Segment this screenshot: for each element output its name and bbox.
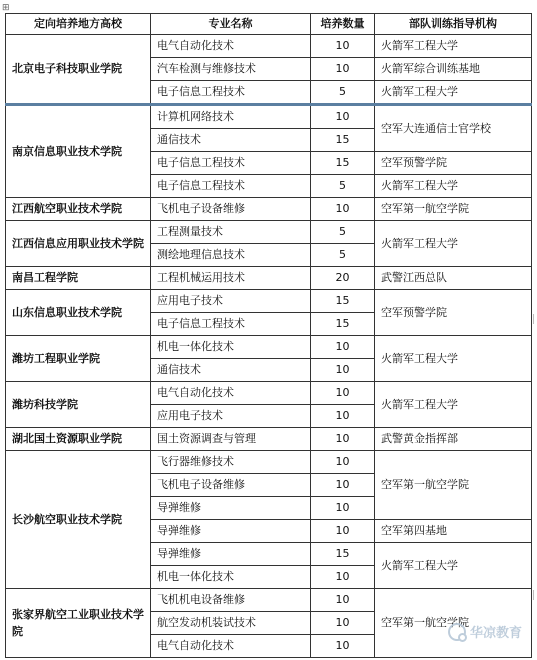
school-name: 潍坊工程职业学院 — [6, 336, 151, 382]
organization: 火箭军工程大学 — [375, 543, 532, 589]
major-name: 电子信息工程技术 — [151, 175, 311, 198]
quantity: 15 — [311, 129, 375, 152]
school-name: 北京电子科技职业学院 — [6, 35, 151, 105]
quantity: 10 — [311, 589, 375, 612]
quantity: 10 — [311, 359, 375, 382]
quantity: 10 — [311, 35, 375, 58]
major-name: 飞机电子设备维修 — [151, 474, 311, 497]
quantity: 20 — [311, 267, 375, 290]
major-name: 导弹维修 — [151, 497, 311, 520]
organization: 火箭军工程大学 — [375, 175, 532, 198]
quantity: 15 — [311, 152, 375, 175]
quantity: 10 — [311, 405, 375, 428]
organization: 空军第一航空学院 — [375, 589, 532, 658]
quantity: 5 — [311, 175, 375, 198]
quantity: 10 — [311, 58, 375, 81]
major-name: 飞机电子设备维修 — [151, 198, 311, 221]
major-name: 电子信息工程技术 — [151, 313, 311, 336]
resize-handle[interactable] — [533, 314, 534, 324]
table-row — [6, 35, 532, 58]
major-name: 电子信息工程技术 — [151, 81, 311, 105]
major-name: 飞机机电设备维修 — [151, 589, 311, 612]
quantity: 10 — [311, 336, 375, 359]
major-name: 机电一体化技术 — [151, 566, 311, 589]
major-name: 测绘地理信息技术 — [151, 244, 311, 267]
organization: 火箭军工程大学 — [375, 382, 532, 428]
major-name: 应用电子技术 — [151, 405, 311, 428]
major-name: 工程机械运用技术 — [151, 267, 311, 290]
major-name: 应用电子技术 — [151, 290, 311, 313]
organization: 空军大连通信士官学校 — [375, 105, 532, 152]
school-name: 湖北国土资源职业学院 — [6, 428, 151, 451]
table-row — [6, 267, 532, 290]
major-name: 电子信息工程技术 — [151, 152, 311, 175]
organization: 火箭军工程大学 — [375, 221, 532, 267]
header-school: 定向培养地方高校 — [6, 14, 151, 35]
header-major: 专业名称 — [151, 14, 311, 35]
resize-handle[interactable] — [533, 590, 534, 600]
quantity: 10 — [311, 382, 375, 405]
quantity: 10 — [311, 520, 375, 543]
major-name: 电气自动化技术 — [151, 35, 311, 58]
major-name: 工程测量技术 — [151, 221, 311, 244]
watermark-text: 华凉教育 — [470, 626, 523, 641]
organization: 空军预警学院 — [375, 152, 532, 175]
organization: 空军第四基地 — [375, 520, 532, 543]
table-row — [6, 336, 532, 359]
organization: 武警江西总队 — [375, 267, 532, 290]
header-organization: 部队训练指导机构 — [375, 14, 532, 35]
header-row — [6, 14, 532, 35]
quantity: 10 — [311, 451, 375, 474]
major-name: 电气自动化技术 — [151, 382, 311, 405]
organization: 空军预警学院 — [375, 290, 532, 336]
quantity: 15 — [311, 290, 375, 313]
quantity: 10 — [311, 428, 375, 451]
table-row — [6, 290, 532, 313]
table-row — [6, 451, 532, 474]
organization: 火箭军工程大学 — [375, 35, 532, 58]
school-name: 长沙航空职业技术学院 — [6, 451, 151, 589]
organization: 火箭军工程大学 — [375, 336, 532, 382]
major-name: 汽车检测与维修技术 — [151, 58, 311, 81]
table-row — [6, 105, 532, 129]
major-name: 通信技术 — [151, 359, 311, 382]
school-name: 潍坊科技学院 — [6, 382, 151, 428]
major-name: 机电一体化技术 — [151, 336, 311, 359]
quantity: 15 — [311, 543, 375, 566]
organization: 火箭军综合训练基地 — [375, 58, 532, 81]
quantity: 10 — [311, 635, 375, 658]
school-name: 江西航空职业技术学院 — [6, 198, 151, 221]
quantity: 10 — [311, 566, 375, 589]
quantity: 10 — [311, 198, 375, 221]
quantity: 5 — [311, 244, 375, 267]
header-quantity: 培养数量 — [311, 14, 375, 35]
table-row — [6, 221, 532, 244]
school-name: 江西信息应用职业技术学院 — [6, 221, 151, 267]
training-table — [5, 13, 532, 658]
table-row — [6, 589, 532, 612]
major-name: 航空发动机装试技术 — [151, 612, 311, 635]
major-name: 计算机网络技术 — [151, 105, 311, 129]
watermark-logo-icon — [448, 623, 466, 641]
quantity: 10 — [311, 497, 375, 520]
quantity: 10 — [311, 612, 375, 635]
major-name: 通信技术 — [151, 129, 311, 152]
quantity: 15 — [311, 313, 375, 336]
organization: 空军第一航空学院 — [375, 198, 532, 221]
quantity: 10 — [311, 105, 375, 129]
quantity: 10 — [311, 474, 375, 497]
organization: 空军第一航空学院 — [375, 451, 532, 520]
major-name: 飞行器维修技术 — [151, 451, 311, 474]
school-name: 南京信息职业技术学院 — [6, 105, 151, 198]
table-row — [6, 198, 532, 221]
major-name: 导弹维修 — [151, 520, 311, 543]
organization: 武警黄金指挥部 — [375, 428, 532, 451]
major-name: 电气自动化技术 — [151, 635, 311, 658]
quantity: 5 — [311, 81, 375, 105]
table-row — [6, 382, 532, 405]
table-row — [6, 428, 532, 451]
quantity: 5 — [311, 221, 375, 244]
school-name: 张家界航空工业职业技术学院 — [6, 589, 151, 658]
organization: 火箭军工程大学 — [375, 81, 532, 105]
major-name: 导弹维修 — [151, 543, 311, 566]
table-anchor-icon: ⊞ — [2, 3, 10, 13]
school-name: 山东信息职业技术学院 — [6, 290, 151, 336]
watermark — [448, 622, 522, 641]
major-name: 国土资源调查与管理 — [151, 428, 311, 451]
school-name: 南昌工程学院 — [6, 267, 151, 290]
